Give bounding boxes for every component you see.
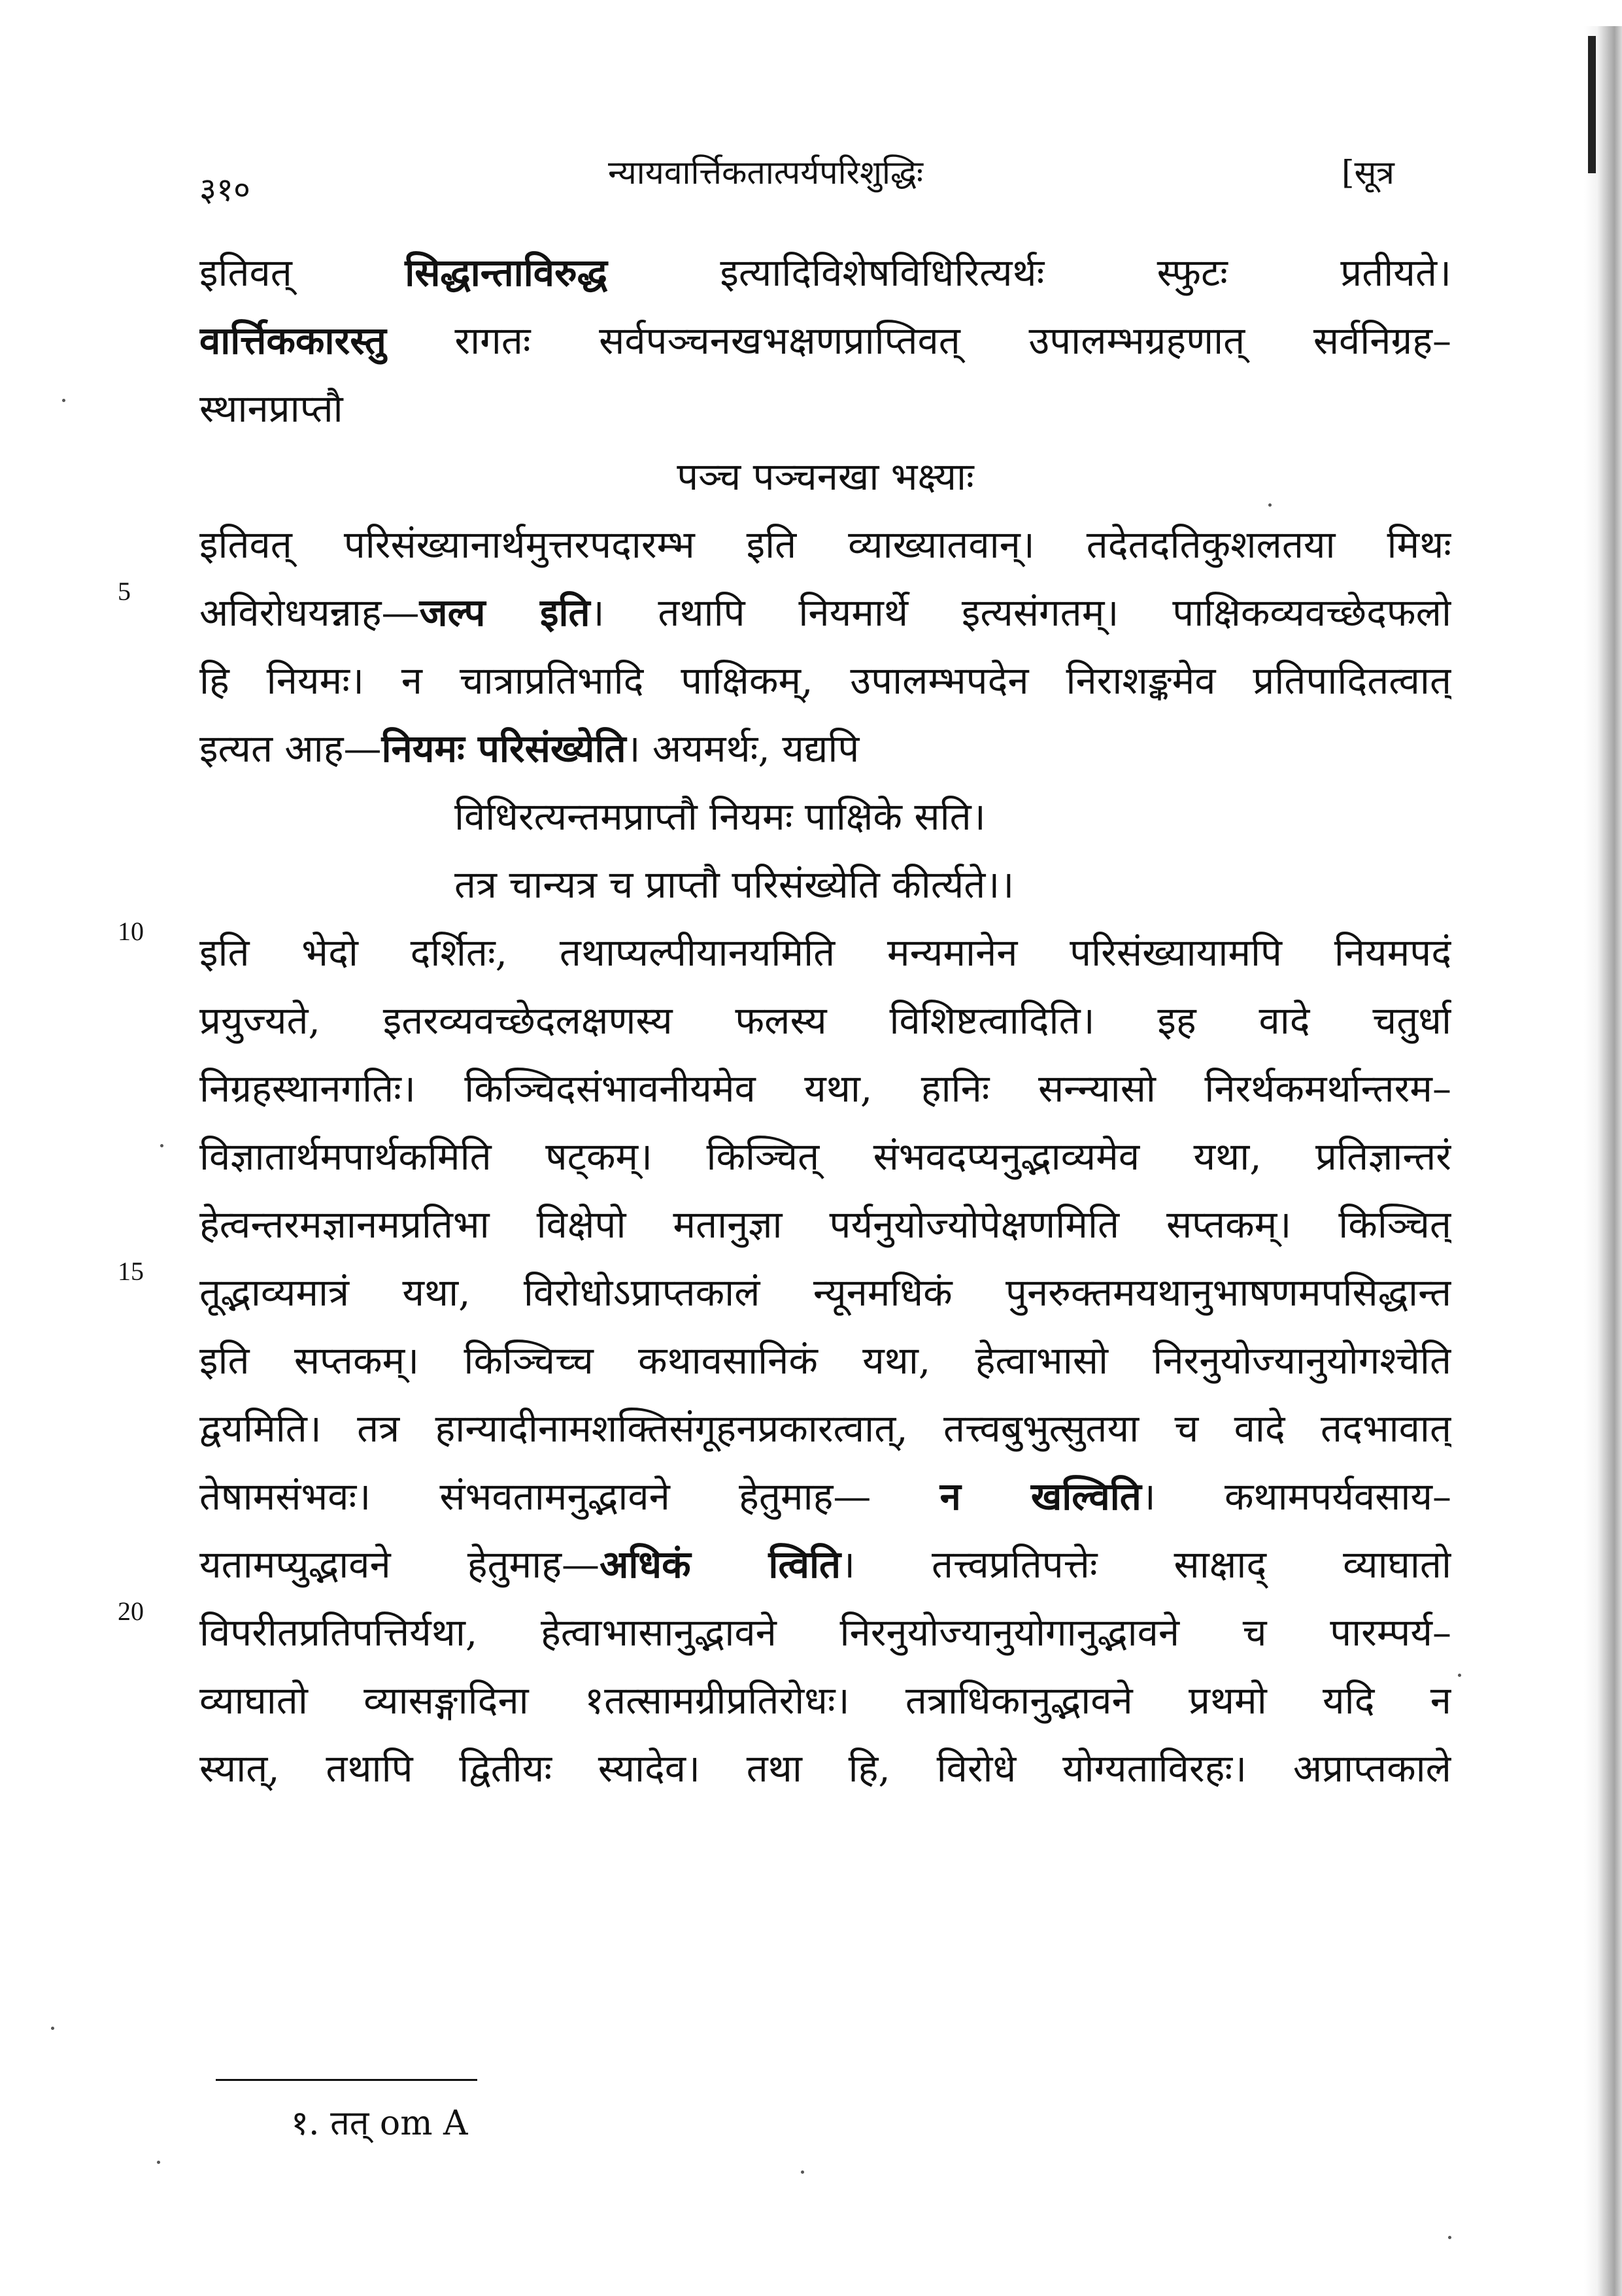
text-line <box>199 579 1451 647</box>
footnote: १. तत् om A <box>291 2104 468 2143</box>
text-line <box>199 1598 1451 1666</box>
text-segment: तेषामसंभवः। संभवतामनुद्भावने हेतुमाह— <box>199 1474 940 1519</box>
text-segment: अविरोधयन्नाह— <box>199 590 420 635</box>
text-line <box>199 715 1451 783</box>
scan-speck <box>51 2027 54 2030</box>
bold-term: वार्त्तिककारस्तु <box>199 318 386 363</box>
text-segment: हि नियमः। न चात्राप्रतिभादि पाक्षिकम्, उपालम्भपदेन निराशङ्कमेव प्रतिपादितत्वात् <box>199 658 1451 703</box>
text-line <box>199 1055 1451 1123</box>
scan-speck <box>1448 2236 1451 2239</box>
line-number-15: 15 <box>118 1257 144 1286</box>
text-segment: इत्यत आह— <box>199 726 382 771</box>
running-title: न्यायवार्त्तिकतात्पर्यपरिशुद्धिः <box>608 154 923 192</box>
text-line <box>199 307 1451 375</box>
body-text <box>199 239 1451 1802</box>
text-segment: प्रयुज्यते, इतरव्यवच्छेदलक्षणस्य फलस्य विशिष्टत्वादिति। इह वादे चतुर्धा <box>199 998 1451 1043</box>
text-segment: यतामप्युद्भावने हेतुमाह— <box>199 1542 600 1587</box>
text-line <box>199 1123 1451 1190</box>
text-segment: इत्यादिविशेषविधिरित्यर्थः स्फुटः प्रतीयते। <box>607 250 1451 295</box>
text-segment: इति सप्तकम्। किञ्चिच्च कथावसानिकं यथा, हेत्वाभासो निरनुयोज्यानुयोगश्चेति <box>199 1338 1451 1383</box>
text-segment: स्यात्, तथापि द्वितीयः स्यादेव। तथा हि, विरोधे योग्यताविरहः। अप्राप्तकाले <box>199 1746 1451 1791</box>
text-line <box>199 1734 1451 1802</box>
text-line <box>199 1326 1451 1394</box>
text-segment: तत्र चान्यत्र च प्राप्तौ परिसंख्येति कीर्त्यते।। <box>454 862 1015 907</box>
bold-term: नियमः परिसंख्येति <box>381 726 626 771</box>
bold-term: जल्प इति <box>419 590 590 635</box>
scan-speck <box>1458 1674 1461 1677</box>
text-segment: विधिरत्यन्तमप्राप्तौ नियमः पाक्षिके सति। <box>454 794 986 839</box>
text-line <box>199 987 1451 1055</box>
scan-speck <box>157 2161 160 2164</box>
bold-term: सिद्धान्ताविरुद्ध <box>405 250 608 295</box>
text-segment: विपरीतप्रतिपत्तिर्यथा, हेत्वाभासानुद्भावने निरनुयोज्यानुयोगानुद्भावने च पारम्पर्य– <box>199 1610 1451 1655</box>
scan-speck <box>1268 503 1272 507</box>
text-line <box>199 1394 1451 1462</box>
line-number-10: 10 <box>118 917 144 946</box>
text-line <box>199 1258 1451 1326</box>
text-segment: । तत्त्वप्रतिपत्तेः साक्षाद् व्याघातो <box>841 1542 1451 1587</box>
scan-speck <box>801 2170 804 2174</box>
text-line <box>199 1530 1451 1598</box>
text-segment: स्थानप्राप्तौ <box>199 386 343 431</box>
text-line <box>199 239 1451 307</box>
text-line <box>199 1666 1451 1734</box>
text-segment: इति भेदो दर्शितः, तथाप्यल्पीयानयमिति मन्यमानेन परिसंख्यायामपि नियमपदं <box>199 930 1451 975</box>
section-marker: [सूत्र <box>1342 154 1394 192</box>
text-segment: हेत्वन्तरमज्ञानमप्रतिभा विक्षेपो मतानुज्ञा पर्यनुयोज्योपेक्षणमिति सप्तकम्। किञ्चित् <box>199 1202 1451 1247</box>
scan-speck <box>62 399 65 402</box>
text-segment: पञ्च पञ्चनखा भक्ष्याः <box>677 454 974 499</box>
text-segment: । कथामपर्यवसाय– <box>1141 1474 1451 1519</box>
footnote-rule <box>216 2079 477 2081</box>
text-line <box>199 647 1451 715</box>
text-segment: इतिवत् परिसंख्यानार्थमुत्तरपदारम्भ इति व्याख्यातवान्। तदेतदतिकुशलतया मिथः <box>199 522 1451 567</box>
line-number-5: 5 <box>118 577 131 606</box>
text-line <box>199 375 1451 443</box>
page-header <box>0 149 1622 209</box>
text-line <box>199 851 1451 919</box>
text-line <box>199 783 1451 851</box>
text-line <box>199 1462 1451 1530</box>
text-segment: व्याघातो व्यासङ्गादिना १तत्सामग्रीप्रतिरोधः। तत्राधिकानुद्भावने प्रथमो यदि न <box>199 1678 1451 1723</box>
bold-term: अधिकं त्विति <box>600 1542 841 1587</box>
scan-speck <box>160 1144 163 1147</box>
text-line <box>199 511 1451 579</box>
text-segment: रागतः सर्वपञ्चनखभक्षणप्राप्तिवत् उपालम्भग्रहणात् सर्वनिग्रह– <box>386 318 1451 363</box>
text-segment: । तथापि नियमार्थे इत्यसंगतम्। पाक्षिकव्यवच्छेदफलो <box>590 590 1451 635</box>
binding-edge <box>1584 26 1622 2296</box>
text-segment: विज्ञातार्थमपार्थकमिति षट्कम्। किञ्चित् संभवदप्यनुद्भाव्यमेव यथा, प्रतिज्ञान्तरं <box>199 1134 1451 1179</box>
text-segment: तूद्भाव्यमात्रं यथा, विरोधोऽप्राप्तकालं न्यूनमधिकं पुनरुक्तमयथानुभाषणमपसिद्धान्त <box>199 1270 1451 1315</box>
text-line <box>199 1190 1451 1258</box>
text-segment: द्वयमिति। तत्र हान्यादीनामशक्तिसंगूहनप्रकारत्वात्, तत्त्वबुभुत्सुतया च वादे तदभावात् <box>199 1406 1451 1451</box>
text-segment: इतिवत् <box>199 250 405 295</box>
text-segment: । अयमर्थः, यद्यपि <box>626 726 860 771</box>
text-line <box>199 443 1451 511</box>
page-number: ३१० <box>199 171 250 209</box>
line-number-20: 20 <box>118 1596 144 1626</box>
text-segment: निग्रहस्थानगतिः। किञ्चिदसंभावनीयमेव यथा, हानिः सन्न्यासो निरर्थकमर्थान्तरम– <box>199 1066 1451 1111</box>
text-line <box>199 919 1451 987</box>
bold-term: न खल्विति <box>939 1474 1141 1519</box>
